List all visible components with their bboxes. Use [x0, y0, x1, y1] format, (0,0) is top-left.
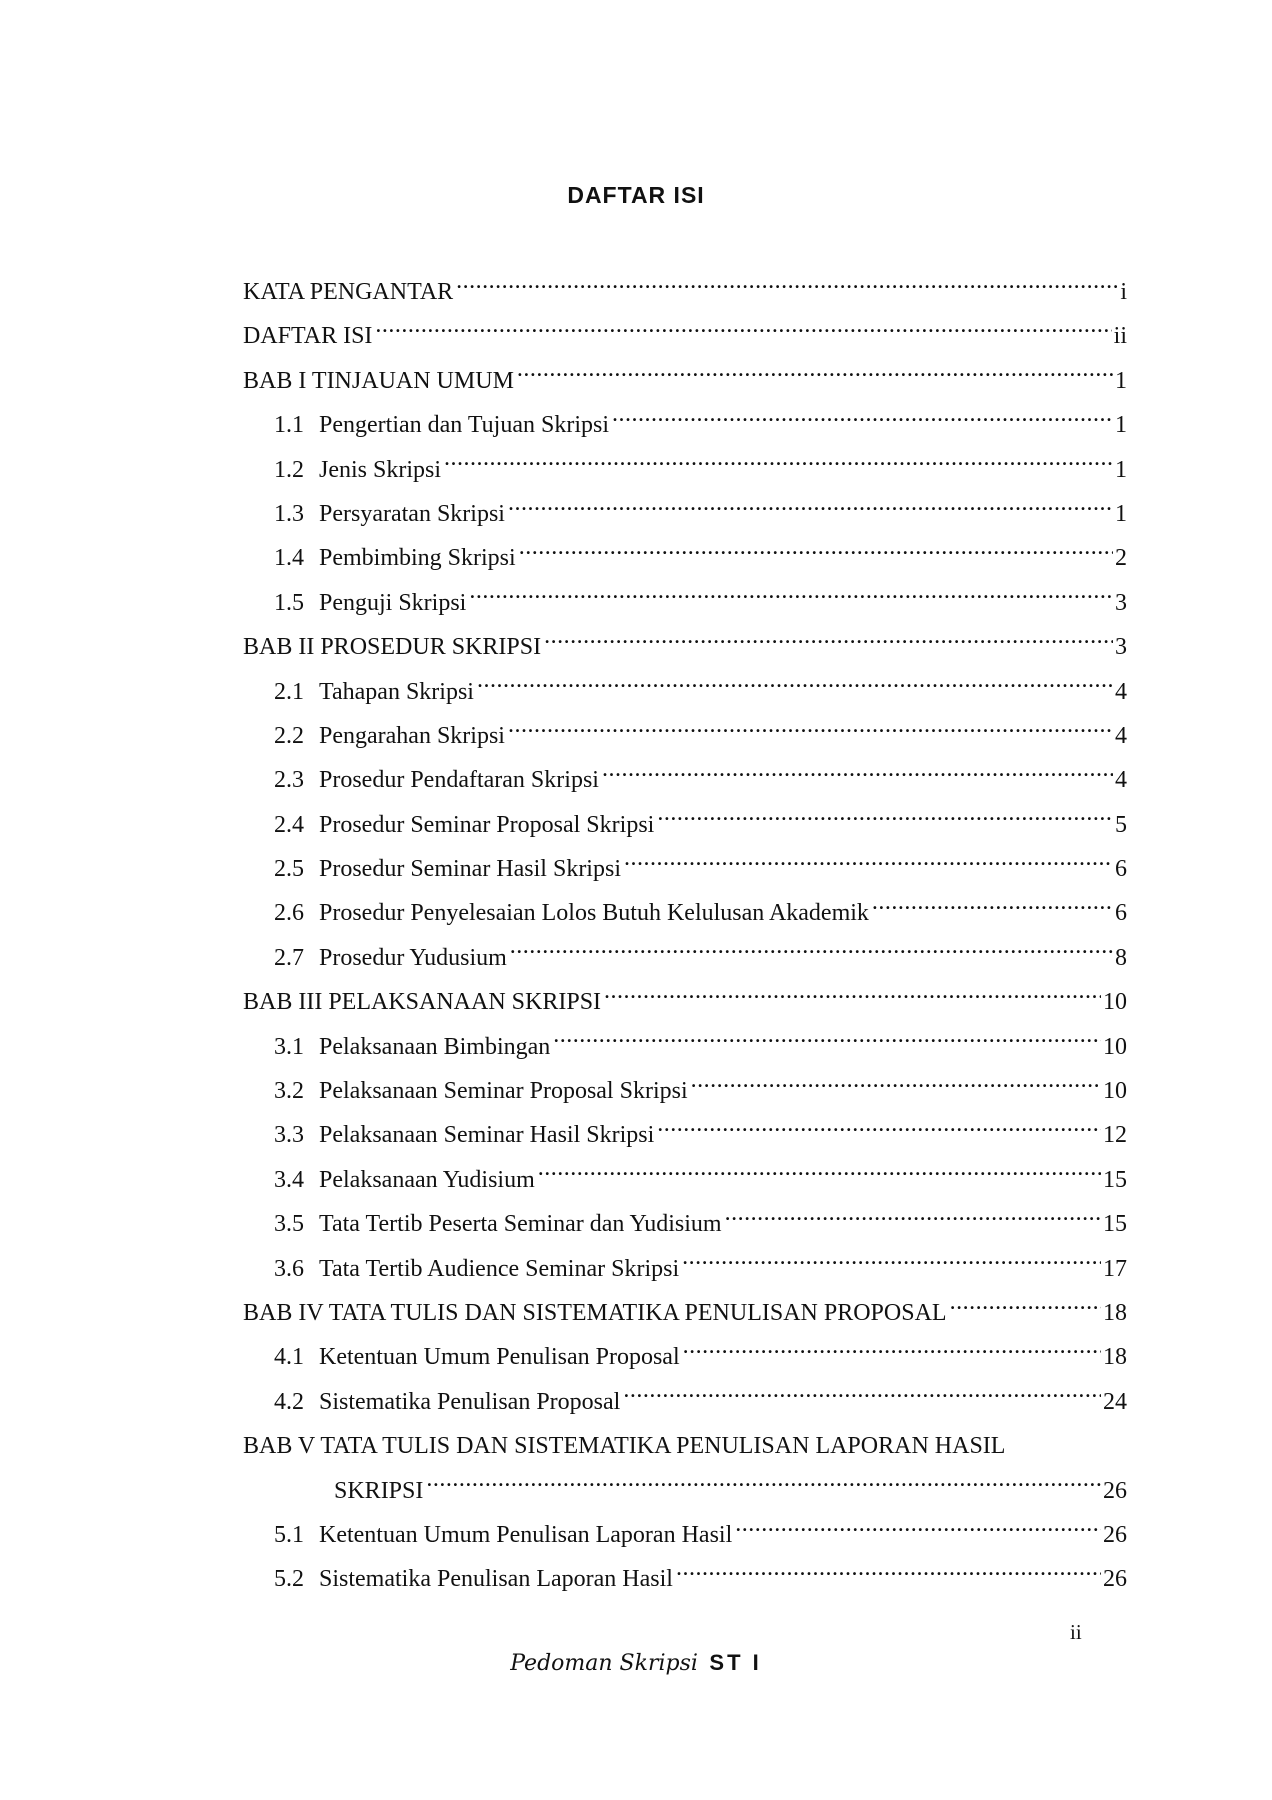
toc-entry-page: 6: [1115, 856, 1127, 883]
toc-dot-leader: [691, 1074, 1101, 1098]
toc-entry: [243, 403, 1127, 447]
toc-entry-title: Pengarahan Skripsi: [319, 722, 505, 749]
toc-entry-page: 2: [1115, 545, 1127, 572]
toc-entry-title: Pelaksanaan Yudisium: [319, 1166, 535, 1193]
toc-dot-leader: [426, 1474, 1101, 1498]
toc-dot-leader: [676, 1562, 1101, 1586]
toc-dot-leader: [508, 719, 1113, 743]
toc-entry-title: Tata Tertib Peserta Seminar dan Yudisium: [319, 1211, 722, 1238]
toc-entry-title: SKRIPSI: [334, 1477, 424, 1504]
toc-entry-page: 26: [1103, 1521, 1127, 1548]
toc-entry-title: Tata Tertib Audience Seminar Skripsi: [319, 1255, 680, 1282]
toc-entry: [243, 359, 1127, 403]
toc-entry-page: 5: [1115, 811, 1127, 838]
toc-entry-number: 1.5: [274, 589, 304, 616]
toc-entry-title: Pelaksanaan Seminar Proposal Skripsi: [319, 1078, 688, 1105]
toc-entry: [243, 891, 1127, 935]
toc-entry: [243, 492, 1127, 536]
toc-entry-title: BAB I TINJAUAN UMUM: [243, 367, 514, 394]
toc-entry: [243, 314, 1127, 358]
toc-entry-page: 26: [1103, 1566, 1127, 1593]
toc-dot-leader: [624, 852, 1113, 876]
toc-entry-number: 2.7: [274, 944, 304, 971]
toc-entry: [243, 270, 1127, 314]
toc-entry-number: 3.6: [274, 1255, 304, 1282]
toc-entry: [243, 1069, 1127, 1113]
toc-entry-page: 1: [1115, 456, 1127, 483]
toc-entry: [243, 1291, 1127, 1335]
toc-entry-number: 1.2: [274, 456, 304, 483]
toc-entry-title: Ketentuan Umum Penulisan Laporan Hasil: [319, 1521, 733, 1548]
toc-entry: [243, 1380, 1127, 1424]
toc-dot-leader: [657, 808, 1113, 832]
toc-dot-leader: [735, 1518, 1101, 1542]
toc-entry-number: 2.6: [274, 900, 304, 927]
toc-entry-page: 17: [1103, 1255, 1127, 1282]
toc-entry-number: 1.1: [274, 412, 304, 439]
toc-entry-number: 3.2: [274, 1078, 304, 1105]
toc-entry: [243, 1557, 1127, 1601]
toc-entry-number: 3.4: [274, 1166, 304, 1193]
page-number: ii: [1070, 1620, 1082, 1644]
toc-entry-title: Sistematika Penulisan Laporan Hasil: [319, 1566, 673, 1593]
toc-entry-page: 3: [1115, 634, 1127, 661]
toc-entry-page: 1: [1115, 500, 1127, 527]
toc-entry-number: 5.2: [274, 1566, 304, 1593]
toc-entry: [243, 1424, 1127, 1468]
toc-entry: [243, 670, 1127, 714]
footer-bold-text: ST I: [709, 1650, 762, 1675]
toc-entry: [243, 536, 1127, 580]
toc-entry-page: 4: [1115, 678, 1127, 705]
toc-dot-leader: [375, 319, 1111, 343]
toc-dot-leader: [604, 985, 1101, 1009]
toc-entry-page: 18: [1103, 1299, 1127, 1326]
toc-dot-leader: [725, 1207, 1101, 1231]
toc-entry: [243, 980, 1127, 1024]
toc-entry-number: 4.2: [274, 1388, 304, 1415]
toc-entry: [243, 758, 1127, 802]
toc-entry-number: 4.1: [274, 1344, 304, 1371]
toc-entry-title: Pelaksanaan Bimbingan: [319, 1033, 551, 1060]
toc-entry-number: 2.2: [274, 722, 304, 749]
toc-dot-leader: [510, 941, 1113, 965]
toc-dot-leader: [444, 453, 1113, 477]
toc-entry-page: 10: [1103, 1033, 1127, 1060]
toc-entry-number: 5.1: [274, 1521, 304, 1548]
table-of-contents: [243, 270, 1127, 1602]
toc-entry-title: Prosedur Penyelesaian Lolos Butuh Kelulusan Akademik: [319, 900, 869, 927]
toc-entry-title: BAB V TATA TULIS DAN SISTEMATIKA PENULISAN LAPORAN HASIL: [243, 1433, 1006, 1460]
toc-dot-leader: [682, 1252, 1101, 1276]
toc-entry-number: 2.5: [274, 856, 304, 883]
toc-entry: [243, 803, 1127, 847]
toc-dot-leader: [623, 1385, 1101, 1409]
toc-entry-title: Pelaksanaan Seminar Hasil Skripsi: [319, 1122, 655, 1149]
toc-entry-number: 3.5: [274, 1211, 304, 1238]
toc-entry-page: 8: [1115, 944, 1127, 971]
toc-entry-title: Pengertian dan Tujuan Skripsi: [319, 412, 610, 439]
toc-entry-page: 18: [1103, 1344, 1127, 1371]
toc-entry-title: BAB III PELAKSANAAN SKRIPSI: [243, 989, 602, 1016]
toc-dot-leader: [683, 1340, 1101, 1364]
toc-entry-number: 1.4: [274, 545, 304, 572]
toc-dot-leader: [517, 364, 1113, 388]
toc-entry-title: BAB II PROSEDUR SKRIPSI: [243, 634, 542, 661]
toc-dot-leader: [602, 763, 1113, 787]
toc-entry-page: 6: [1115, 900, 1127, 927]
toc-entry-page: 24: [1103, 1388, 1127, 1415]
toc-entry-title: Prosedur Yudusium: [319, 944, 507, 971]
toc-entry: [243, 625, 1127, 669]
toc-entry-title: Jenis Skripsi: [319, 456, 442, 483]
toc-entry-page: 1: [1115, 367, 1127, 394]
toc-entry-title: Ketentuan Umum Penulisan Proposal: [319, 1344, 680, 1371]
toc-entry-page: 12: [1103, 1122, 1127, 1149]
toc-dot-leader: [872, 896, 1113, 920]
toc-entry-title: BAB IV TATA TULIS DAN SISTEMATIKA PENULISAN PROPOSAL: [243, 1299, 947, 1326]
toc-entry-page: i: [1120, 279, 1127, 305]
toc-dot-leader: [519, 541, 1113, 565]
toc-dot-leader: [657, 1118, 1101, 1142]
toc-dot-leader: [544, 630, 1113, 654]
toc-entry-page: 4: [1115, 767, 1127, 794]
toc-entry-number: 3.3: [274, 1122, 304, 1149]
toc-entry-number: 3.1: [274, 1033, 304, 1060]
page-title: DAFTAR ISI: [567, 182, 705, 208]
toc-dot-leader: [456, 275, 1118, 299]
toc-entry: [243, 1158, 1127, 1202]
toc-entry-page: 15: [1103, 1211, 1127, 1238]
toc-entry-title: Prosedur Seminar Proposal Skripsi: [319, 811, 655, 838]
toc-entry: [243, 714, 1127, 758]
toc-dot-leader: [612, 408, 1113, 432]
toc-dot-leader: [508, 497, 1113, 521]
toc-entry-page: 10: [1103, 1078, 1127, 1105]
toc-entry: [243, 1025, 1127, 1069]
toc-entry: [243, 1513, 1127, 1557]
toc-entry-number: 2.3: [274, 767, 304, 794]
toc-entry: [243, 1335, 1127, 1379]
toc-entry-page: 26: [1103, 1477, 1127, 1504]
toc-entry-title: DAFTAR ISI: [243, 323, 373, 350]
toc-entry: [243, 847, 1127, 891]
toc-entry-page: 3: [1115, 589, 1127, 616]
toc-entry-title: KATA PENGANTAR: [243, 279, 454, 305]
toc-entry-page: 4: [1115, 722, 1127, 749]
toc-dot-leader: [950, 1296, 1101, 1320]
toc-entry-page: 1: [1115, 412, 1127, 439]
toc-entry-page: 15: [1103, 1166, 1127, 1193]
page-footer: [0, 1650, 1272, 1676]
toc-entry-title: Sistematika Penulisan Proposal: [319, 1388, 621, 1415]
toc-entry-title: Penguji Skripsi: [319, 589, 467, 616]
toc-entry: [243, 1202, 1127, 1246]
toc-dot-leader: [538, 1163, 1101, 1187]
toc-entry-title: Prosedur Seminar Hasil Skripsi: [319, 856, 621, 883]
toc-entry: [243, 1247, 1127, 1291]
toc-entry-title: Persyaratan Skripsi: [319, 500, 505, 527]
toc-entry: [243, 936, 1127, 980]
toc-entry: [243, 1113, 1127, 1157]
footer-script-text: Pedoman Skripsi: [510, 1651, 698, 1676]
toc-entry-page: ii: [1113, 323, 1127, 350]
toc-entry-title: Tahapan Skripsi: [319, 678, 474, 705]
toc-entry: [243, 1469, 1127, 1513]
toc-dot-leader: [469, 586, 1113, 610]
toc-entry: [243, 581, 1127, 625]
toc-entry-number: 2.4: [274, 811, 304, 838]
toc-dot-leader: [477, 675, 1113, 699]
toc-entry-title: Pembimbing Skripsi: [319, 545, 516, 572]
toc-entry-page: 10: [1103, 989, 1127, 1016]
toc-entry-number: 2.1: [274, 678, 304, 705]
toc-entry: [243, 448, 1127, 492]
toc-entry-title: Prosedur Pendaftaran Skripsi: [319, 767, 599, 794]
toc-dot-leader: [553, 1030, 1101, 1054]
toc-entry-number: 1.3: [274, 500, 304, 527]
